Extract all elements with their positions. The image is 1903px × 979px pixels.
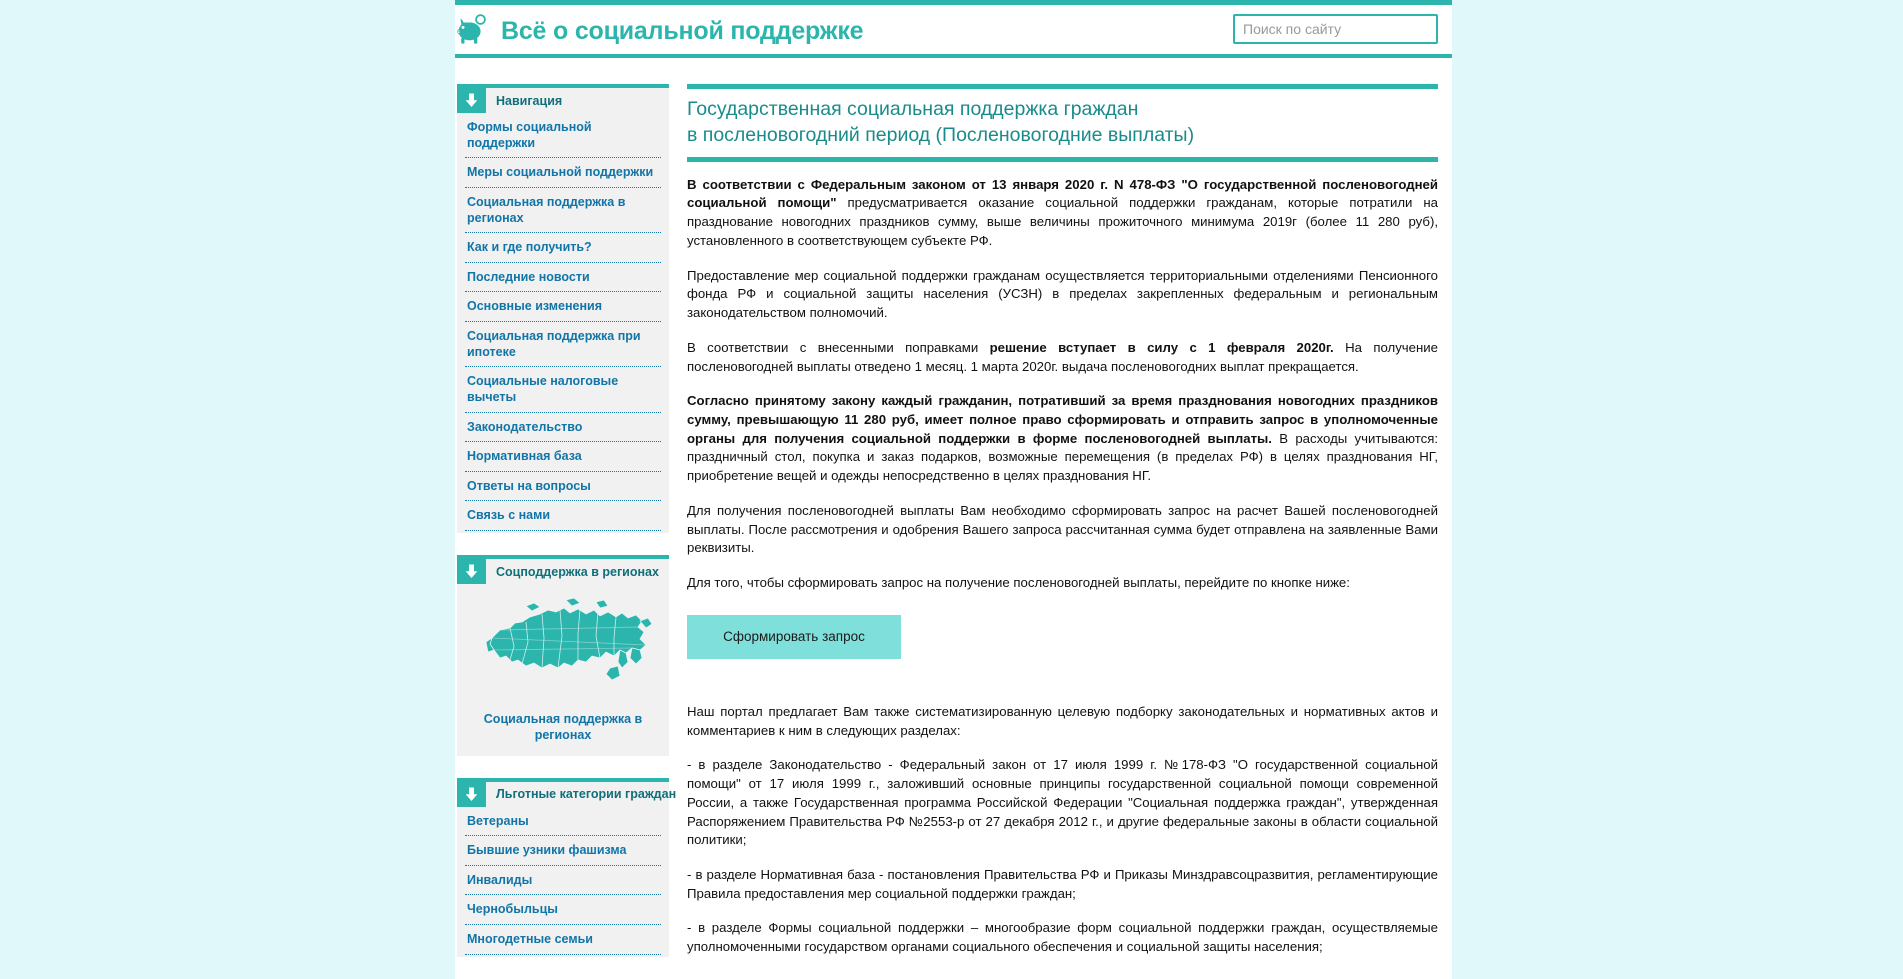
law-reference-bold: В соответствии с Федеральным законом от 13 января 2020 г. N 478-ФЗ "О государственной посленовогодней социальной помощи"	[687, 176, 1438, 211]
widget-title: Соцподдержка в регионах	[496, 564, 659, 579]
paragraph-cta-hint: Для того, чтобы сформировать запрос на получение посленовогодней выплаты, перейдите по кнопке ниже:	[687, 575, 1350, 591]
law-reference-rest: предусматривается оказание социальной поддержки гражданам, которые потратили на празднование новогодних праздников сумму, выше величины прожиточного минимума 2019г (более 11 280 руб), установленного в соответствующем субъекте РФ.	[687, 195, 1438, 248]
sidebar-widget-regions	[457, 555, 669, 756]
submit-request-button[interactable]: Сформировать запрос	[687, 615, 901, 659]
sidebar-item-faq[interactable]: Ответы на вопросы	[465, 472, 661, 502]
widget-title: Навигация	[496, 93, 563, 108]
paragraph-section-normative: - в разделе Нормативная база - постановления Правительства РФ и Приказы Минздравсоцразвития, регламентирующие Правила предоставления мер социальной поддержки граждан;	[687, 866, 1438, 901]
sidebar-item-legislation[interactable]: Законодательство	[465, 413, 661, 443]
sidebar-item-howtoget[interactable]: Как и где получить?	[465, 233, 661, 263]
widget-header	[457, 84, 669, 113]
search-box[interactable]	[1233, 14, 1438, 44]
page-title-line-2: в посленовогодний период (Посленовогодние выплаты)	[687, 124, 1195, 147]
sidebar-item-mortgage[interactable]: Социальная поддержка при ипотеке	[465, 322, 661, 367]
sidebar-item-forms[interactable]: Формы социальной поддержки	[465, 113, 661, 158]
sidebar-item-contact[interactable]: Связь с нами	[465, 501, 661, 531]
sidebar-item-regions[interactable]: Социальная поддержка в регионах	[465, 188, 661, 233]
russia-map-icon[interactable]	[470, 689, 656, 706]
paragraph-how-to-request: Для получения посленовогодней выплаты Вам необходимо сформировать запрос на расчет Вашей посленовогодней выплаты. После рассмотрения и одобрения Вашего запроса рассчитанная сумма будет отправлена на заявленные Вами реквизиты.	[687, 502, 1438, 556]
paragraph-provision: Предоставление мер социальной поддержки гражданам осуществляется территориальными отделениями Пенсионного фонда РФ и социальной защиты населения (УСЗН) в пределах закрепленных федеральным и региональным законодательством полномочий.	[687, 267, 1438, 321]
widget-body	[457, 584, 669, 756]
sidebar-item-taxdeductions[interactable]: Социальные налоговые вычеты	[465, 367, 661, 412]
sidebar-item-news[interactable]: Последние новости	[465, 263, 661, 293]
eligibility-rest: В расходы учитываются: праздничный стол, покупка и заказ подарков, возможные перемещения (в пределах РФ) в целях празднования НГ, приобретение вещей и одежды непосредственно в целях празднования НГ.	[687, 430, 1438, 484]
widget-title: Льготные категории граждан	[496, 787, 677, 801]
sidebar-item-chernobyl[interactable]: Чернобыльцы	[465, 895, 661, 925]
sidebar-widget-categories	[457, 778, 677, 957]
effective-date-tail: На получение посленовогодней выплаты отведено 1 месяц. 1 марта 2020г. выдача посленовогодних выплат прекращается.	[687, 339, 1438, 374]
search-input[interactable]	[1233, 14, 1438, 44]
widget-header	[457, 778, 677, 807]
sidebar-item-normativebase[interactable]: Нормативная база	[465, 442, 661, 472]
paragraph-section-legislation: - в разделе Законодательство - Федеральный закон от 17 июля 1999 г. №178-ФЗ "О государственной социальной помощи" от 17 июля 1999 г., заложивший основные принципы государственной социальной помощи современной России, а также Государственная программа Российской Федерации "Социальная поддержка граждан", утвержденная Распоряжением Правительства РФ №2553-р от 27 декабря 2012 г., и другие федеральные законы в области социальной политики;	[687, 757, 1438, 848]
sidebar-widget-navigation	[457, 84, 669, 533]
paragraph-eligibility	[687, 392, 1438, 486]
sidebar-item-disabled[interactable]: Инвалиды	[465, 866, 661, 896]
sidebar-item-large-families[interactable]: Многодетные семьи	[465, 925, 661, 955]
paragraph-section-forms: - в разделе Формы социальной поддержки – многообразие форм социальной поддержки граждан, осуществляемые уполномоченными государством органами социального обеспечения и социальной защиты населения;	[687, 920, 1438, 955]
widget-body	[457, 807, 669, 957]
page-layout	[455, 58, 1452, 979]
page-title-line-1: Государственная социальная поддержка граждан	[687, 98, 1139, 120]
arrow-down-icon	[457, 559, 486, 584]
site-header	[455, 0, 1452, 58]
paragraph-effective-date	[687, 339, 1438, 376]
page-container	[455, 0, 1452, 979]
paragraph-portal-intro: Наш портал предлагает Вам также систематизированную целевую подборку законодательных и нормативных актов и комментариев к ним в следующих разделах:	[687, 703, 1438, 738]
widget-body	[457, 113, 669, 533]
main-content	[669, 84, 1452, 973]
arrow-down-icon	[457, 782, 486, 807]
sidebar-item-changes[interactable]: Основные изменения	[465, 292, 661, 322]
site-title: Всё о социальной поддержке	[501, 17, 864, 45]
piggy-bank-icon	[455, 9, 495, 54]
sidebar-item-former-prisoners[interactable]: Бывшие узники фашизма	[465, 836, 661, 866]
sidebar	[457, 84, 677, 979]
paragraph-law-reference	[687, 176, 1438, 251]
sidebar-item-veterans[interactable]: Ветераны	[465, 807, 661, 837]
widget-header	[457, 555, 669, 584]
sidebar-item-measures[interactable]: Меры социальной поддержки	[465, 158, 661, 188]
effective-date-lead: В соответствии с внесенными поправками	[687, 339, 990, 355]
page-title	[687, 84, 1438, 162]
arrow-down-icon	[457, 88, 486, 113]
site-brand[interactable]	[455, 9, 863, 54]
effective-date-bold: решение вступает в силу с 1 февраля 2020г.	[989, 339, 1334, 355]
eligibility-bold: Согласно принятому закону каждый гражданин, потративший за время празднования новогодних праздников сумму, превышающую 11 280 руб, имеет полное право сформировать и отправить запрос в уполномоченные органы для получения социальной поддержки в форме посленовогодней выплаты.	[687, 393, 1438, 446]
sidebar-regions-caption[interactable]: Социальная поддержка в регионах	[483, 712, 643, 743]
